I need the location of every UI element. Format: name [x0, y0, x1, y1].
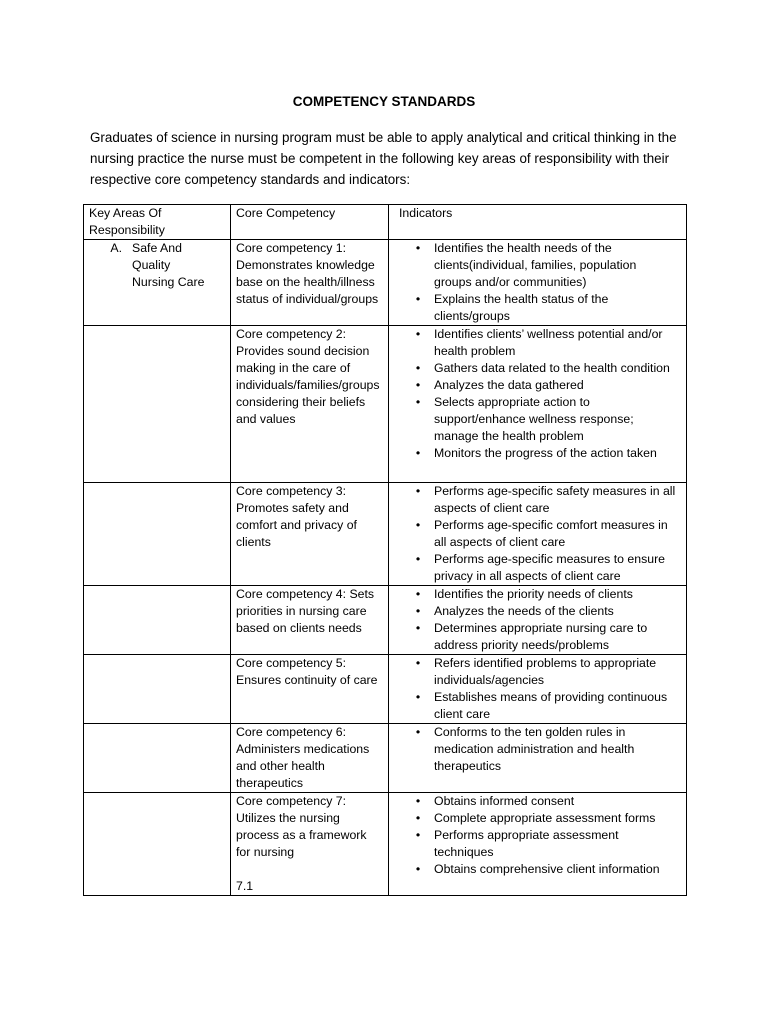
key-area-cell-empty: [84, 483, 231, 586]
indicator-item: • Conforms to the ten golden rules in medication administration and health therapeutics: [415, 725, 635, 773]
bullet-icon: •: [415, 241, 421, 255]
key-area-letter: A.: [110, 241, 122, 255]
competency-table: [83, 204, 687, 896]
key-area-cell-empty: [84, 724, 231, 793]
title-text: COMPETENCY STANDARDS: [292, 94, 476, 109]
bullet-icon: •: [415, 587, 421, 601]
core-competency-text: Core competency 7: Utilizes the nursing process as a framework for nursing: [236, 794, 367, 859]
bullet-icon: •: [415, 725, 421, 739]
indicator-item: • Monitors the progress of the action taken: [415, 446, 657, 460]
bullet-icon: •: [415, 378, 421, 392]
page-title: [0, 93, 768, 110]
indicator-item: • Analyzes the needs of the clients: [415, 604, 614, 618]
table-row: [84, 240, 687, 326]
bullet-icon: •: [415, 621, 421, 635]
core-competency-cell: Core competency 2: Provides sound decision making in the care of individuals/families/groups considering their beliefs and values: [231, 326, 389, 483]
core-competency-cell: Core competency 1: Demonstrates knowledge base on the health/illness status of individual/groups: [231, 240, 389, 326]
key-area-cell-empty: [84, 326, 231, 483]
indicators-cell: [389, 326, 687, 483]
indicators-cell: [389, 793, 687, 896]
bullet-icon: •: [415, 656, 421, 670]
indicator-item: • Identifies the priority needs of clients: [415, 587, 633, 601]
indicators-cell: [389, 724, 687, 793]
bullet-icon: •: [415, 794, 421, 808]
bullet-icon: •: [415, 361, 421, 375]
indicator-item: • Refers identified problems to appropriate individuals/agencies: [415, 656, 657, 687]
bullet-icon: •: [415, 552, 421, 566]
bullet-icon: •: [415, 327, 421, 341]
core-competency-cell: Core competency 5: Ensures continuity of care: [231, 655, 389, 724]
bullet-icon: •: [415, 518, 421, 532]
indicator-item: • Selects appropriate action to support/enhance wellness response; manage the health problem: [415, 395, 634, 443]
key-area-cell-empty: [84, 586, 231, 655]
header-core-competency: Core Competency: [231, 205, 389, 240]
indicator-item: • Performs age-specific safety measures in all aspects of client care: [415, 484, 676, 515]
indicators-cell: [389, 483, 687, 586]
bullet-icon: •: [415, 690, 421, 704]
core-competency-cell: Core competency 3: Promotes safety and comfort and privacy of clients: [231, 483, 389, 586]
bullet-icon: •: [415, 811, 421, 825]
indicator-item: • Establishes means of providing continuous client care: [415, 690, 668, 721]
bullet-icon: •: [415, 446, 421, 460]
table-row: [84, 793, 687, 896]
core-competency-cell: Core competency 6: Administers medications and other health therapeutics: [231, 724, 389, 793]
indicator-item: • Obtains comprehensive client information: [415, 862, 660, 876]
table-row: [84, 326, 687, 483]
core-competency-cell: [231, 793, 389, 896]
indicators-cell: [389, 240, 687, 326]
indicator-item: • Identifies clients’ wellness potential and/or health problem: [415, 327, 663, 358]
key-area-cell-empty: [84, 793, 231, 896]
header-indicators: Indicators: [389, 205, 687, 240]
key-area-cell: [84, 240, 231, 326]
bullet-icon: •: [415, 862, 421, 876]
core-competency-cell: Core competency 4: Sets priorities in nursing care based on clients needs: [231, 586, 389, 655]
indicators-cell: [389, 655, 687, 724]
table-row: [84, 724, 687, 793]
indicator-item: • Explains the health status of the clients/groups: [415, 292, 609, 323]
table-row: [84, 655, 687, 724]
table-row: [84, 483, 687, 586]
bullet-icon: •: [415, 484, 421, 498]
indicator-item: • Identifies the health needs of the clients(individual, families, population groups and/or communities): [415, 241, 637, 289]
indicator-item: • Determines appropriate nursing care to address priority needs/problems: [415, 621, 648, 652]
indicator-item: • Performs age-specific measures to ensure privacy in all aspects of client care: [415, 552, 666, 583]
header-key-areas: Key Areas Of Responsibility: [84, 205, 231, 240]
bullet-icon: •: [415, 828, 421, 842]
indicator-item: • Analyzes the data gathered: [415, 378, 584, 392]
indicators-cell: [389, 586, 687, 655]
key-area-label: Safe And Quality Nursing Care: [132, 241, 205, 289]
table-row: [84, 586, 687, 655]
core-competency-subitem: 7.1: [236, 879, 254, 893]
indicator-item: • Performs appropriate assessment techniques: [415, 828, 619, 859]
indicator-item: • Gathers data related to the health condition: [415, 361, 670, 375]
key-area-cell-empty: [84, 655, 231, 724]
indicator-item: • Obtains informed consent: [415, 794, 575, 808]
bullet-icon: •: [415, 604, 421, 618]
bullet-icon: •: [415, 395, 421, 409]
intro-paragraph: Graduates of science in nursing program must be able to apply analytical and critical thinking in the nursing practice the nurse must be competent in the following key areas of responsibility with their respective core competency standards and indicators:: [90, 130, 677, 187]
indicator-item: • Complete appropriate assessment forms: [415, 811, 656, 825]
bullet-icon: •: [415, 292, 421, 306]
indicator-item: • Performs age-specific comfort measures in all aspects of client care: [415, 518, 668, 549]
table-header-row: [84, 205, 687, 240]
